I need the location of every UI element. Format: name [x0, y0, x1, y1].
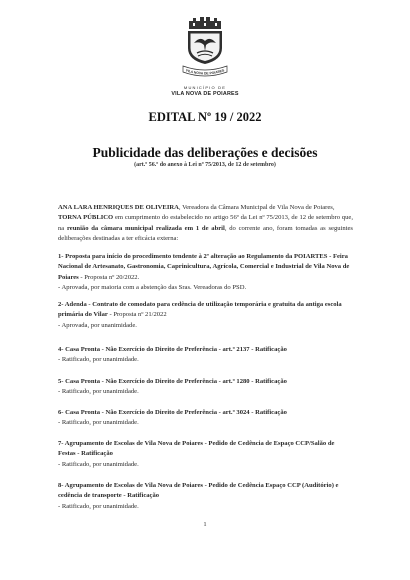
item-title: 8- Agrupamento de Escolas de Vila Nova de Poiares - Pedido de Cedência Espaço CCP (Auditório) e cedência de transporte - Ratificação — [58, 482, 339, 500]
councillor-role: , Vereadora da Câmara Municipal de Vila Nova de Poiares, — [178, 204, 335, 211]
meeting-reference: reunião da câmara municipal realizada em 1 de abril — [67, 224, 225, 232]
item-title: 5- Casa Pronta - Não Exercício do Direito de Preferência - art.º 1280 - Ratificação — [58, 378, 287, 385]
municipality-name: VILA NOVA DE POIARES — [171, 91, 239, 97]
deliberation-item — [58, 377, 353, 398]
torna-publico: TORNA PÚBLICO — [58, 214, 114, 222]
item-result: - Aprovada, por maioria com a abstenção das Sras. Vereadoras do PSD. — [58, 284, 247, 292]
municipal-coat-of-arms — [180, 14, 230, 80]
item-title: 7- Agrupamento de Escolas de Vila Nova de Poiares - Pedido de Cedência de Espaço CCP/Salão de Festas - Ratificação — [58, 440, 335, 458]
item-title: 6- Casa Pronta - Não Exercício do Direito de Preferência - art.º 3024 - Ratificação — [58, 409, 287, 416]
item-result: - Ratificado, por unanimidade. — [58, 356, 139, 364]
item-result: - Aprovada, por unanimidade. — [58, 321, 137, 329]
item-result: - Ratificado, por unanimidade. — [58, 460, 139, 468]
deliberation-item — [58, 439, 353, 470]
item-reference: - Proposta nº 20/2022. — [78, 273, 140, 281]
item-result: - Ratificado, por unanimidade. — [58, 502, 139, 510]
deliberation-item — [58, 481, 353, 512]
intro-text-1: em cumprimento do estabelecido no artigo 56º da Lei nº 75/2013, de 12 de setembro que, na — [58, 214, 354, 232]
publication-title: Publicidade das deliberações e decisões — [92, 145, 318, 160]
item-result: - Ratificado, por unanimidade. — [58, 388, 139, 396]
municipality-label: MUNICÍPIO DE — [183, 85, 227, 90]
item-result: - Ratificado, por unanimidade. — [58, 419, 139, 427]
item-reference: - Proposta nº 21/2022 — [107, 311, 167, 319]
intro-paragraph — [58, 203, 353, 245]
item-title: 2- Adenda - Contrato de comodato para cedência de utilização temporária e gratuita da antiga escola primária do Vilar — [58, 301, 342, 319]
deliberation-item — [58, 300, 353, 331]
edital-title: EDITAL Nº 19 / 2022 — [148, 110, 262, 124]
intro-text-2: , do corrente ano, foram tomadas as seguintes deliberações destinadas a ter eficácia externa: — [58, 224, 353, 243]
publication-subtitle: (art.º 56.º do anexo à Lei nº 75/2013, de 12 de setembro) — [134, 162, 276, 168]
item-title: 1- Proposta para início do procedimento tendente à 2ª alteração ao Regulamento da POIARTES - Feira Nacional de Artesanato, Gastronomia, Caprinicultura, Agrícola, Comercial e Industrial de Vila Nova de Poiares — [58, 253, 350, 281]
crest-ribbon-text: VILA NOVA DE POIARES — [185, 68, 225, 76]
deliberation-item — [58, 345, 353, 366]
page-number: 1 — [203, 521, 207, 528]
item-title: 4- Casa Pronta - Não Exercício do Direito de Preferência - art.º 2137 - Ratificação — [58, 346, 287, 353]
deliberation-item — [58, 408, 353, 429]
councillor-name: ANA LARA HENRIQUES DE OLIVEIRA — [58, 204, 179, 211]
deliberation-item — [58, 252, 353, 294]
